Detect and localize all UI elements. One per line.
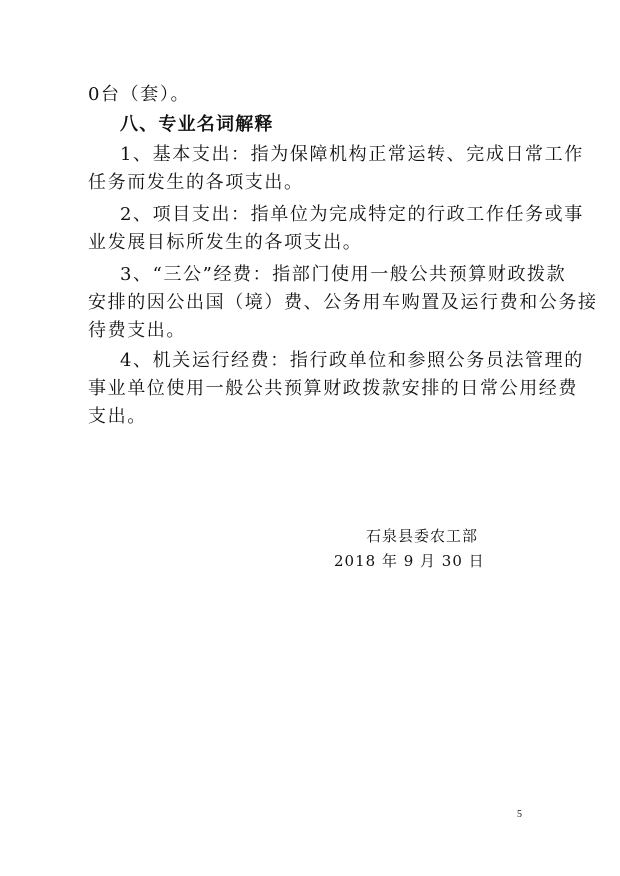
- definition-three-public-funds-line-1: 3、“三公”经费：指部门使用一般公共预算财政拨款: [120, 264, 567, 285]
- definition-basic-expenditure-line-2: 任务而发生的各项支出。: [88, 172, 304, 193]
- definition-project-expenditure-line-2: 业发展目标所发生的各项支出。: [88, 232, 363, 253]
- definition-operating-expenditure-line-1: 4、机关运行经费：指行政单位和参照公务员法管理的: [120, 350, 584, 371]
- definition-operating-expenditure-line-3: 支出。: [88, 406, 147, 427]
- definition-three-public-funds-line-2: 安排的因公出国（境）费、公务用车购置及运行费和公务接: [88, 292, 598, 313]
- page-number: 5: [517, 809, 522, 820]
- definition-basic-expenditure-line-1: 1、基本支出：指为保障机构正常运转、完成日常工作: [120, 144, 584, 165]
- signature-date: 2018 年 9 月 30 日: [334, 552, 485, 570]
- section-heading: 八、专业名词解释: [120, 114, 274, 135]
- signature-organization: 石泉县委农工部: [366, 527, 479, 545]
- text-line-continuation: 0台（套）。: [88, 84, 191, 105]
- definition-project-expenditure-line-1: 2、项目支出：指单位为完成特定的行政工作任务或事: [120, 204, 584, 225]
- definition-three-public-funds-line-3: 待费支出。: [88, 320, 186, 341]
- definition-operating-expenditure-line-2: 事业单位使用一般公共预算财政拨款安排的日常公用经费: [88, 378, 578, 399]
